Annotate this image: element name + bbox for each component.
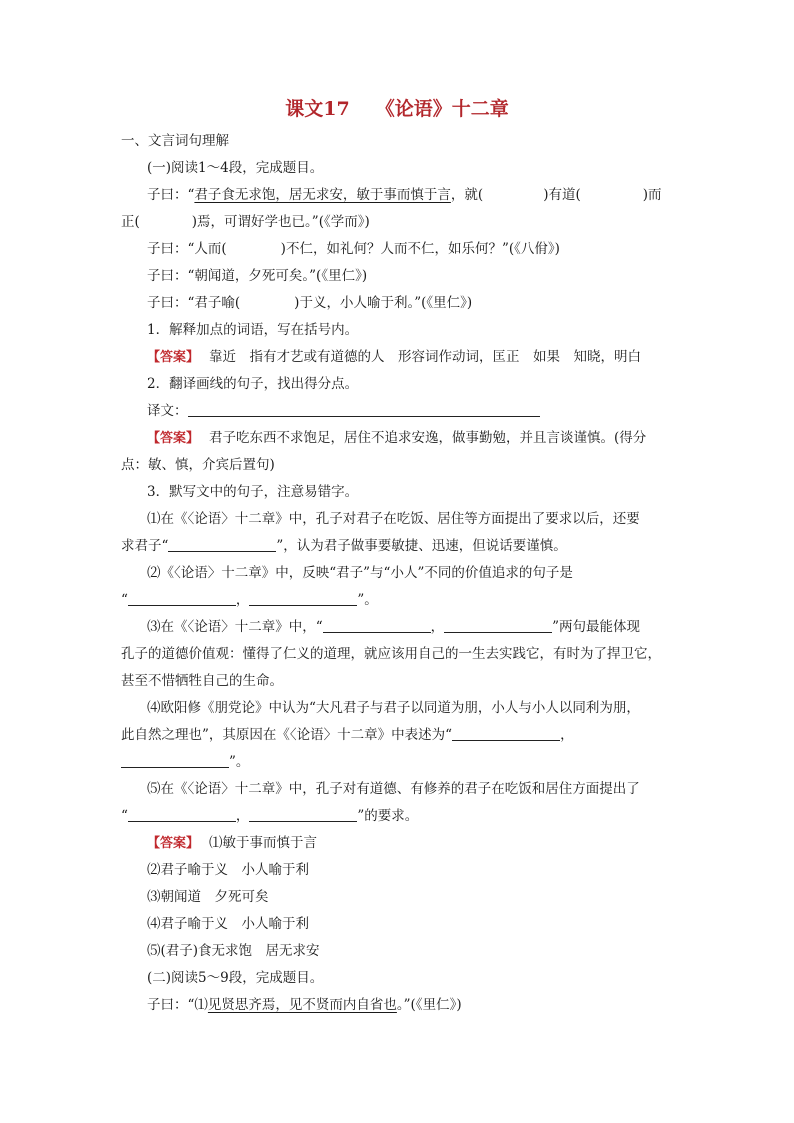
dictation-item-5-cont: “ ， ”的要求。 <box>121 803 677 830</box>
dictation-item-5: ⑸在《〈论语〉十二章》中，孔子对有道德、有修养的君子在吃饭和居住方面提出了 <box>147 781 640 797</box>
underlined-sentence: 君子食无求饱，居无求安，敏于事而慎于言 <box>194 187 451 203</box>
lesson-name: 《论语》十二章 <box>375 98 509 120</box>
document-body <box>121 128 677 1019</box>
section-heading: 一、文言词句理解 <box>121 133 229 149</box>
dictation-blank[interactable] <box>128 805 236 822</box>
question-2-answer-cont: 点：敏、慎，介宾后置句) <box>121 457 275 473</box>
part1-heading: (一)阅读1～4段，完成题目。 <box>147 160 324 176</box>
question-3-prompt: 3．默写文中的句子，注意易错字。 <box>147 484 359 500</box>
dictation-blank[interactable] <box>121 751 229 768</box>
question-3-answer-line: ⑶朝闻道 夕死可矣 <box>147 889 269 905</box>
dictation-item-4-cont: ”。 <box>121 749 677 776</box>
question-3-answer-line: ⑵君子喻于义 小人喻于利 <box>147 862 309 878</box>
dictation-blank[interactable] <box>128 589 236 606</box>
dictation-item-3-cont: 孔子的道德价值观：懂得了仁义的道理，就应该用自己的一生去实践它，有时为了捍卫它， <box>121 646 661 662</box>
dictation-blank[interactable] <box>168 535 276 552</box>
dictation-blank[interactable] <box>323 616 431 633</box>
question-3-answer: 【答案】 ⑴敏于事而慎于言 <box>147 835 318 851</box>
question-3-answer-line: ⑷君子喻于义 小人喻于利 <box>147 916 309 932</box>
passage-line: 子曰：“朝闻道，夕死可矣。”(《里仁》) <box>147 268 368 284</box>
underlined-sentence: 见贤思齐焉，见不贤而内自省也 <box>207 997 397 1013</box>
dictation-blank[interactable] <box>452 724 560 741</box>
page-title <box>0 96 794 122</box>
question-2-prompt: 2．翻译画线的句子，找出得分点。 <box>147 376 359 392</box>
question-1-answer: 【答案】 靠近 指有才艺或有道德的人 形容词作动词，匡正 如果 知晓，明白 <box>147 349 642 365</box>
answer-tag: 【答案】 <box>147 350 200 365</box>
passage-line: 子曰：“君子喻( )于义，小人喻于利。”(《里仁》) <box>147 295 473 311</box>
translation-line: 译文： <box>147 398 677 425</box>
passage-line: 子曰：“人而( )不仁，如礼何？人而不仁，如乐何？”(《八佾》) <box>147 241 560 257</box>
translation-input-line[interactable] <box>188 400 540 417</box>
passage-line: 子曰：“君子食无求饱，居无求安，敏于事而慎于言，就( )有道( )而 <box>147 187 662 203</box>
question-2-answer: 【答案】 君子吃东西不求饱足，居住不追求安逸，做事勤勉，并且言谈谨慎。(得分 <box>147 430 647 446</box>
dictation-item-4-cont: 此自然之理也”，其原因在《〈论语〉十二章》中表述为“ ， <box>121 722 677 749</box>
answer-tag: 【答案】 <box>147 836 200 851</box>
dictation-blank[interactable] <box>249 805 357 822</box>
part2-heading: (二)阅读5～9段，完成题目。 <box>147 970 324 986</box>
dictation-item-3: ⑶在《〈论语〉十二章》中，“ ， ”两句最能体现 <box>147 614 677 641</box>
question-1-prompt: 1．解释加点的词语，写在括号内。 <box>147 322 359 338</box>
dictation-item-2-cont: “ ， ”。 <box>121 587 677 614</box>
dictation-item-2: ⑵《〈论语〉十二章》中，反映“君子”与“小人”不同的价值追求的句子是 <box>147 565 573 581</box>
dictation-item-1-cont: 求君子“ ”，认为君子做事要敏捷、迅速，但说话要谨慎。 <box>121 533 677 560</box>
dictation-item-1: ⑴在《〈论语〉十二章》中，孔子对君子在吃饭、居住等方面提出了要求以后，还要 <box>147 511 640 527</box>
question-3-answer-line: ⑸(君子)食无求饱 居无求安 <box>147 943 320 959</box>
dictation-item-3-cont: 甚至不惜牺牲自己的生命。 <box>121 673 283 689</box>
dictation-item-4: ⑷欧阳修《朋党论》中认为“大凡君子与君子以同道为朋，小人与小人以同利为朋， <box>147 700 640 716</box>
passage-line: 子曰：“⑴见贤思齐焉，见不贤而内自省也。”(《里仁》) <box>147 997 462 1013</box>
passage-line: 正( )焉，可谓好学也已。”(《学而》) <box>121 214 370 230</box>
dictation-blank[interactable] <box>249 589 357 606</box>
answer-tag: 【答案】 <box>147 431 200 446</box>
lesson-label: 课文17 <box>285 98 350 120</box>
dictation-blank[interactable] <box>444 616 552 633</box>
